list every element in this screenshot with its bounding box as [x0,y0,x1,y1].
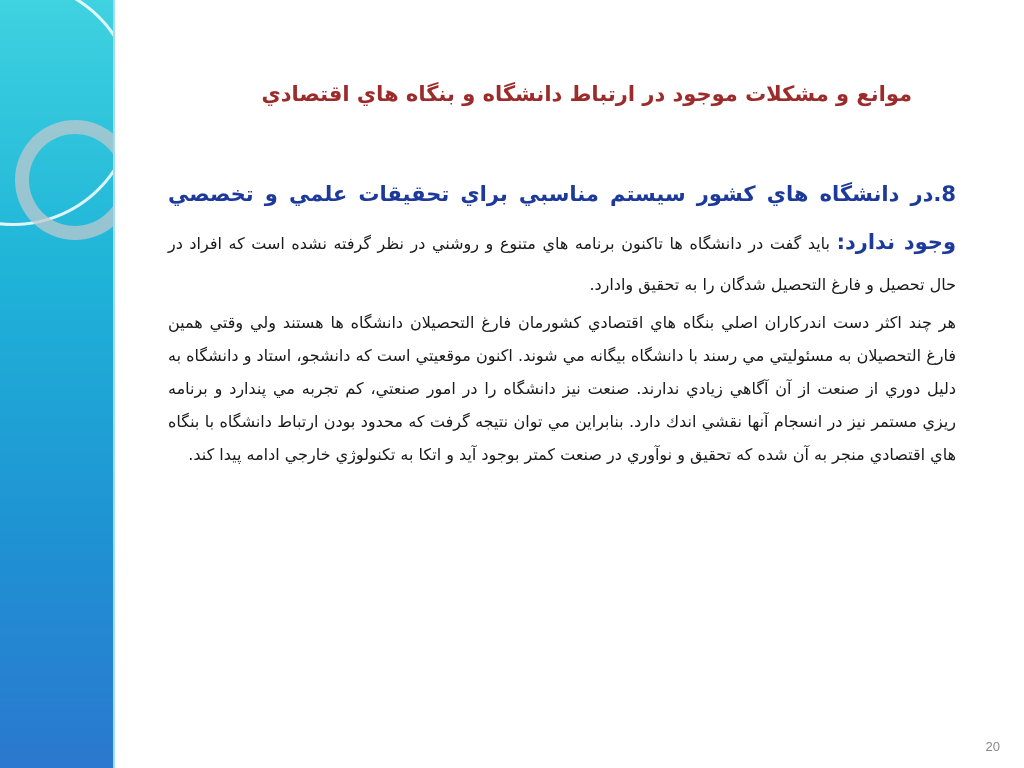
point-body: بايد گفت در دانشگاه ها تاكنون برنامه هاي متنوع و روشني در نظر گرفته نشده است كه افراد در حال تحصيل و فارغ التحصيل شدگان را به تحقيق وادارد. [168,234,956,294]
slide-content [168,170,956,471]
point-heading: 8.در دانشگاه هاي كشور سيستم مناسبي براي تحقيقات علمي و تخصصي وجود ندارد: [168,182,957,254]
point-8-paragraph [168,170,956,304]
decorative-side-band [0,0,113,768]
page-number: 20 [985,739,1000,754]
second-paragraph: هر چند اكثر دست اندركاران اصلي بنگاه هاي اقتصادي كشورمان فارغ التحصيلان دانشگاه ها هستند ولي وقتي همين فارغ التحصيلان به مسئوليتي مي رسند با دانشگاه بيگانه مي شوند. اكنون موقعيتي است كه دانشجو، استاد و دانشگاه به دليل دوري از صنعت از آن آگاهي زيادي ندارند. صنعت نيز دانشگاه را در امور صنعتي، كم تجربه مي پندارد و برنامه ريزي مستمر نيز در انسجام آنها نقشي اندك دارد. بنابراين مي توان نتيجه گرفت كه محدود بودن ارتباط دانشگاه با بنگاه هاي اقتصادي منجر به آن شده كه تحقيق و نوآوري در صنعت كمتر بوجود آيد و اتكا به تكنولوژي خارجي ادامه پيدا كند. [168,313,956,464]
slide-title: موانع و مشكلات موجود در ارتباط دانشگاه و بنگاه هاي اقتصادي [261,82,912,106]
side-band-edge [113,0,115,768]
